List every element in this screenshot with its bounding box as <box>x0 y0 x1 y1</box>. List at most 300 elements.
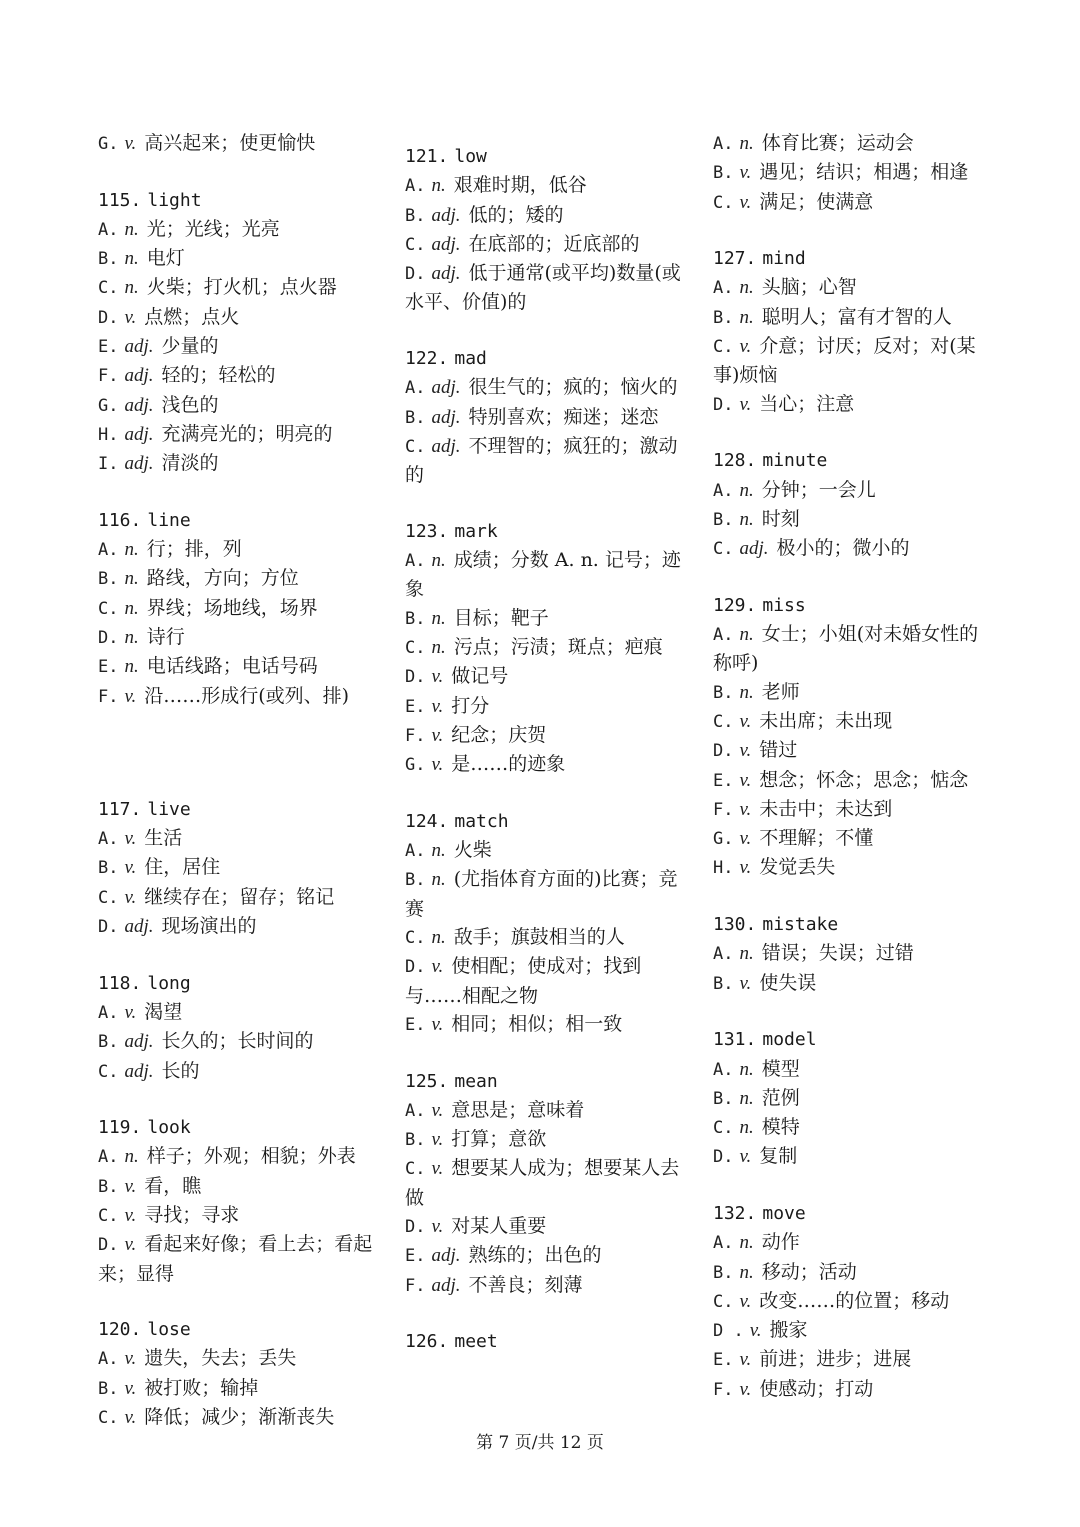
part-of-speech: v. <box>124 685 137 707</box>
definition-text: 继续存在；留存；铭记 <box>144 885 335 908</box>
entry-number: 128. <box>713 450 757 472</box>
option-letter: B. <box>98 1378 119 1399</box>
definition-text: 沿……形成行(或列、排) <box>144 684 350 707</box>
option-letter: B. <box>98 858 119 879</box>
entry-word: move <box>762 1202 806 1224</box>
option-letter: C. <box>713 1291 734 1312</box>
definition-text: 模特 <box>761 1116 800 1139</box>
part-of-speech: v. <box>739 828 752 850</box>
definition-line <box>98 215 388 244</box>
definition-line <box>713 1084 993 1113</box>
definition-text: 范例 <box>761 1086 800 1109</box>
part-of-speech: adj. <box>431 377 461 399</box>
definition-text: 分钟；一会儿 <box>761 478 876 501</box>
entry-word: mind <box>762 248 806 270</box>
definition-line <box>98 998 388 1027</box>
definition-text: 特别喜欢；痴迷；迷恋 <box>468 405 659 428</box>
definition-line <box>713 1258 993 1287</box>
definition-text: 火柴 <box>453 839 492 862</box>
definition-line <box>98 564 388 593</box>
part-of-speech: v. <box>124 1348 137 1370</box>
definition-line <box>405 1154 685 1212</box>
definition-line <box>98 1344 388 1373</box>
part-of-speech: v. <box>431 1158 444 1180</box>
entry-headword <box>405 518 685 546</box>
definition-text: 搬家 <box>769 1319 808 1342</box>
option-letter: A. <box>713 1059 734 1080</box>
definition-text: 发觉丢失 <box>759 856 836 879</box>
option-letter: A. <box>98 1349 119 1370</box>
part-of-speech: v. <box>431 754 444 776</box>
definition-text: 渴望 <box>144 1000 183 1023</box>
definition-text: 熟练的；出色的 <box>468 1244 602 1267</box>
definition-line <box>405 1096 685 1125</box>
definition-line <box>98 1374 388 1403</box>
option-letter: B. <box>713 163 734 184</box>
option-letter: D. <box>98 917 119 938</box>
definition-line <box>713 1345 993 1374</box>
definition-line <box>98 273 388 302</box>
option-letter: D. <box>713 394 734 415</box>
definition-text: 光；光线；光亮 <box>146 217 280 240</box>
definition-line <box>98 912 388 941</box>
definition-text: 遗失，失去；丢失 <box>144 1347 297 1370</box>
part-of-speech: v. <box>124 1204 137 1226</box>
entry-headword <box>98 970 388 998</box>
definition-line <box>98 361 388 390</box>
entry-headword <box>405 1328 685 1356</box>
definition-text: 介意；讨厌；反对；对(某事)烦恼 <box>713 335 976 387</box>
entry-word: long <box>147 972 191 994</box>
part-of-speech: n. <box>739 277 754 299</box>
entry-spacer <box>98 479 388 507</box>
part-of-speech: n. <box>739 1087 754 1109</box>
entry-number: 115. <box>98 189 142 211</box>
definition-line <box>405 201 685 230</box>
definition-line <box>405 230 685 259</box>
definition-text: 少量的 <box>161 335 219 358</box>
definition-line <box>713 1055 993 1084</box>
definition-line <box>713 534 993 563</box>
definition-line <box>98 1027 388 1056</box>
option-letter: A. <box>98 1002 119 1023</box>
definition-text: 女士；小姐(对未婚女性的称呼) <box>713 623 979 675</box>
definition-line <box>98 824 388 853</box>
definition-text: 使失误 <box>759 971 817 994</box>
entry-number: 129. <box>713 594 757 616</box>
entry-word: line <box>147 509 191 531</box>
definition-line <box>98 853 388 882</box>
entry-word: minute <box>762 450 828 472</box>
definition-text: 模型 <box>761 1057 800 1080</box>
part-of-speech: n. <box>124 277 139 299</box>
definition-text: 生活 <box>144 827 183 850</box>
definition-text: 点燃；点火 <box>144 305 240 328</box>
definition-text: 住，居住 <box>144 856 221 879</box>
option-letter: H. <box>98 424 119 445</box>
option-letter: A. <box>713 134 734 154</box>
definition-text: 未出席；未出现 <box>759 709 893 732</box>
option-letter: B. <box>713 973 734 994</box>
definition-text: 使相配；使成对；找到与……相配之物 <box>405 955 642 1007</box>
part-of-speech: n. <box>124 656 139 678</box>
definition-line <box>98 1201 388 1230</box>
definition-line <box>405 923 685 952</box>
definition-text: 污点；污渍；斑点；疤痕 <box>453 636 663 659</box>
entry-headword <box>405 1068 685 1096</box>
definition-line <box>713 1142 993 1171</box>
definition-line <box>98 1142 388 1171</box>
option-letter: E. <box>98 337 119 358</box>
option-letter: C. <box>713 711 734 732</box>
entry-number: 119. <box>98 1117 142 1139</box>
definition-text: 未击中；未达到 <box>759 797 893 820</box>
definition-line <box>713 853 993 882</box>
definition-text: 不理解；不懂 <box>759 827 874 850</box>
entry-word: light <box>147 189 202 211</box>
option-letter: C. <box>98 887 119 908</box>
option-letter: B. <box>713 1262 734 1283</box>
definition-text: 行；排，列 <box>146 538 242 561</box>
option-letter: B. <box>98 1032 119 1053</box>
entry-headword <box>405 345 685 373</box>
definition-line <box>98 535 388 564</box>
definition-text: 是……的迹象 <box>451 753 566 776</box>
option-letter: E. <box>405 696 426 717</box>
definition-line <box>713 273 993 302</box>
definition-text: 在底部的；近底部的 <box>468 232 640 255</box>
option-letter: C. <box>405 436 426 457</box>
entry-number: 130. <box>713 914 757 936</box>
part-of-speech: adj. <box>124 453 154 475</box>
definition-text: 界线；场地线，场界 <box>146 596 318 619</box>
definition-line <box>713 766 993 795</box>
option-letter: D. <box>405 1216 426 1237</box>
option-letter: B. <box>713 307 734 328</box>
entry-headword <box>98 1316 388 1344</box>
entry-spacer <box>98 711 388 739</box>
option-letter: A. <box>405 176 426 197</box>
definition-line <box>713 824 993 853</box>
definition-text: 电灯 <box>146 247 185 270</box>
entry-spacer <box>98 158 388 186</box>
definition-text: 降低；减少；渐渐丧失 <box>144 1406 335 1429</box>
option-letter: D. <box>405 667 426 688</box>
definition-line <box>98 652 388 681</box>
option-letter: B. <box>713 682 734 703</box>
part-of-speech: n. <box>124 627 139 649</box>
option-letter: F. <box>713 799 734 820</box>
definition-text: 被打败；输掉 <box>144 1376 259 1399</box>
definition-text: 火柴；打火机；点火器 <box>146 276 337 299</box>
definition-text: 诗行 <box>146 626 185 649</box>
option-letter: D. <box>405 264 426 285</box>
definition-line <box>713 158 993 187</box>
definition-line <box>405 1125 685 1154</box>
part-of-speech: n. <box>124 218 139 240</box>
definition-line <box>713 1316 993 1345</box>
definition-line <box>98 391 388 420</box>
entry-spacer <box>713 217 993 245</box>
definition-line <box>98 449 388 478</box>
part-of-speech: adj. <box>431 204 461 226</box>
entry-spacer <box>713 883 993 911</box>
definition-text: 老师 <box>761 680 800 703</box>
part-of-speech: v. <box>739 191 752 213</box>
entry-number: 123. <box>405 520 449 542</box>
part-of-speech: v. <box>431 695 444 717</box>
definition-line <box>713 939 993 968</box>
option-letter: A. <box>713 480 734 501</box>
definition-line <box>405 721 685 750</box>
definition-line <box>98 594 388 623</box>
option-letter: F. <box>98 686 119 707</box>
option-letter: C. <box>98 598 119 619</box>
entry-number: 117. <box>98 798 142 820</box>
definition-line <box>713 476 993 505</box>
definition-text: 成绩；分数 A. n. 记号；迹象 <box>405 549 681 601</box>
definition-text: 对某人重要 <box>451 1214 547 1237</box>
part-of-speech: v. <box>739 857 752 879</box>
definition-line <box>98 1230 388 1288</box>
entry-number: 124. <box>405 810 449 832</box>
entry-spacer <box>98 941 388 969</box>
definition-line <box>713 390 993 419</box>
definition-text: 意思是；意味着 <box>451 1098 585 1121</box>
definition-text: 纪念；庆贺 <box>451 723 547 746</box>
page-footer: 第 7 页/共 12 页 <box>476 1433 604 1453</box>
entry-spacer <box>98 1086 388 1114</box>
option-letter: A. <box>98 540 119 561</box>
definition-line <box>98 883 388 912</box>
option-letter: E. <box>98 657 119 678</box>
part-of-speech: n. <box>431 550 446 572</box>
definition-line <box>405 546 685 604</box>
option-letter: E. <box>405 1014 426 1035</box>
entry-spacer <box>713 998 993 1026</box>
definition-line <box>713 678 993 707</box>
definition-line <box>405 171 685 200</box>
part-of-speech: v. <box>431 1013 444 1035</box>
option-letter: A. <box>713 278 734 299</box>
entry-word: mean <box>454 1070 498 1092</box>
definition-text: 轻的；轻松的 <box>161 364 276 387</box>
part-of-speech: v. <box>739 393 752 415</box>
part-of-speech: n. <box>431 927 446 949</box>
option-letter: B. <box>405 608 426 629</box>
entry-word: mistake <box>762 914 839 936</box>
option-letter: A. <box>713 944 734 965</box>
part-of-speech: n. <box>739 133 754 154</box>
part-of-speech: v. <box>739 1349 752 1371</box>
definition-line <box>713 1287 993 1316</box>
option-letter: D. <box>98 628 119 649</box>
definition-text: 电话线路；电话号码 <box>146 655 318 678</box>
definition-text: 不善良；刻薄 <box>468 1273 583 1296</box>
entry-number: 132. <box>713 1202 757 1224</box>
entry-headword <box>98 1114 388 1142</box>
definition-text: 动作 <box>761 1231 800 1254</box>
option-letter: E. <box>405 1246 426 1267</box>
option-letter: D. <box>713 741 734 762</box>
definition-line <box>405 836 685 865</box>
part-of-speech: n. <box>739 624 754 646</box>
entry-number: 127. <box>713 248 757 270</box>
part-of-speech: n. <box>431 175 446 197</box>
part-of-speech: v. <box>124 306 137 328</box>
definition-line <box>405 1010 685 1039</box>
option-letter: C. <box>713 337 734 358</box>
part-of-speech: v. <box>124 1175 137 1197</box>
definition-line <box>405 432 685 490</box>
definition-text: 错过 <box>759 739 798 762</box>
entry-number: 121. <box>405 146 449 167</box>
entry-word: mad <box>454 348 487 370</box>
part-of-speech: v. <box>749 1320 762 1342</box>
entry-number: 122. <box>405 348 449 370</box>
definition-line <box>405 952 685 1010</box>
part-of-speech: v. <box>739 1378 752 1400</box>
definition-text: 艰难时期，低谷 <box>453 174 587 197</box>
definition-text: 头脑；心智 <box>761 276 857 299</box>
definition-line <box>405 633 685 662</box>
column-offset <box>405 129 685 143</box>
part-of-speech: v. <box>124 133 137 154</box>
entry-spacer <box>405 490 685 518</box>
definition-line <box>98 420 388 449</box>
option-letter: C. <box>405 234 426 255</box>
definition-text: 打分 <box>451 694 490 717</box>
definition-line <box>98 332 388 361</box>
entry-headword <box>98 507 388 535</box>
definition-line <box>98 623 388 652</box>
option-letter: G. <box>98 395 119 416</box>
option-letter: A. <box>405 1100 426 1121</box>
option-letter: A. <box>713 625 734 646</box>
option-letter: C. <box>98 278 119 299</box>
part-of-speech: n. <box>739 508 754 530</box>
definition-text: 长久的；长时间的 <box>161 1030 314 1053</box>
definition-text: 打算；意欲 <box>451 1128 547 1151</box>
definition-text: 体育比赛；运动会 <box>761 132 914 154</box>
option-letter: C. <box>98 1205 119 1226</box>
part-of-speech: n. <box>739 943 754 965</box>
part-of-speech: adj. <box>124 1031 154 1053</box>
part-of-speech: n. <box>739 1117 754 1139</box>
option-letter: G. <box>713 829 734 850</box>
part-of-speech: n. <box>739 1058 754 1080</box>
part-of-speech: v. <box>431 1129 444 1151</box>
option-letter: D. <box>98 307 119 328</box>
entry-number: 126. <box>405 1331 449 1353</box>
column-1 <box>98 129 388 1432</box>
entry-word: look <box>147 1117 191 1139</box>
definition-text: 看起来好像；看上去；看起来；显得 <box>98 1233 373 1285</box>
definition-text: 清淡的 <box>161 452 219 475</box>
option-letter: A. <box>98 829 119 850</box>
definition-text: 错误；失误；过错 <box>761 942 914 965</box>
definition-text: 前进；进步；进展 <box>759 1348 912 1371</box>
definition-line <box>405 662 685 691</box>
part-of-speech: adj. <box>124 365 154 387</box>
definition-text: 改变……的位置；移动 <box>759 1289 950 1312</box>
definition-text: 时刻 <box>761 507 800 530</box>
definition-text: 想念；怀念；思念；惦念 <box>759 768 969 791</box>
entry-spacer <box>713 1172 993 1200</box>
definition-line <box>713 129 993 158</box>
definition-line <box>405 373 685 402</box>
part-of-speech: adj. <box>124 1060 154 1082</box>
option-letter: B. <box>98 569 119 590</box>
part-of-speech: adj. <box>124 336 154 358</box>
definition-line <box>713 303 993 332</box>
definition-text: 极小的；微小的 <box>776 537 910 560</box>
definition-text: 路线，方向；方位 <box>146 567 299 590</box>
column-2 <box>405 129 685 1356</box>
part-of-speech: v. <box>739 336 752 358</box>
definition-text: 遇见；结识；相遇；相逢 <box>759 161 969 184</box>
entry-word: lose <box>147 1319 191 1341</box>
option-letter: F. <box>98 366 119 387</box>
part-of-speech: v. <box>431 1215 444 1237</box>
entry-headword <box>713 245 993 273</box>
entry-headword <box>405 143 685 171</box>
definition-line <box>713 1113 993 1142</box>
option-letter: D . <box>713 1321 744 1342</box>
entry-spacer <box>405 1300 685 1328</box>
entry-spacer <box>98 1288 388 1316</box>
definition-line <box>713 620 993 678</box>
part-of-speech: n. <box>431 607 446 629</box>
entry-spacer <box>405 317 685 345</box>
option-letter: F. <box>405 1275 426 1296</box>
entry-spacer <box>405 1039 685 1067</box>
option-letter: E. <box>713 770 734 791</box>
definition-line <box>98 1057 388 1086</box>
definition-line <box>405 403 685 432</box>
part-of-speech: v. <box>739 1146 752 1168</box>
part-of-speech: n. <box>431 869 446 891</box>
part-of-speech: v. <box>431 1099 444 1121</box>
definition-text: 现场演出的 <box>161 915 257 938</box>
option-letter: D. <box>98 1235 119 1256</box>
part-of-speech: v. <box>124 828 137 850</box>
option-letter: C. <box>98 1408 119 1429</box>
option-letter: A. <box>713 1233 734 1254</box>
entry-spacer <box>405 780 685 808</box>
option-letter: C. <box>713 1118 734 1139</box>
definition-text: 复制 <box>759 1145 798 1168</box>
option-letter: G. <box>405 755 426 776</box>
entry-headword <box>713 1200 993 1228</box>
option-letter: B. <box>405 205 426 226</box>
definition-text: 样子；外观；相貌；外表 <box>146 1145 356 1168</box>
option-letter: B. <box>405 870 426 891</box>
entry-number: 125. <box>405 1070 449 1092</box>
entry-word: match <box>454 810 509 832</box>
definition-line <box>713 707 993 736</box>
definition-line <box>713 1228 993 1257</box>
definition-line <box>405 604 685 633</box>
column-3 <box>713 129 993 1404</box>
part-of-speech: n. <box>124 568 139 590</box>
part-of-speech: v. <box>124 1407 137 1429</box>
definition-text: 高兴起来；使更愉快 <box>144 132 316 154</box>
entry-spacer <box>98 768 388 796</box>
option-letter: B. <box>98 1176 119 1197</box>
part-of-speech: adj. <box>124 916 154 938</box>
part-of-speech: n. <box>739 681 754 703</box>
